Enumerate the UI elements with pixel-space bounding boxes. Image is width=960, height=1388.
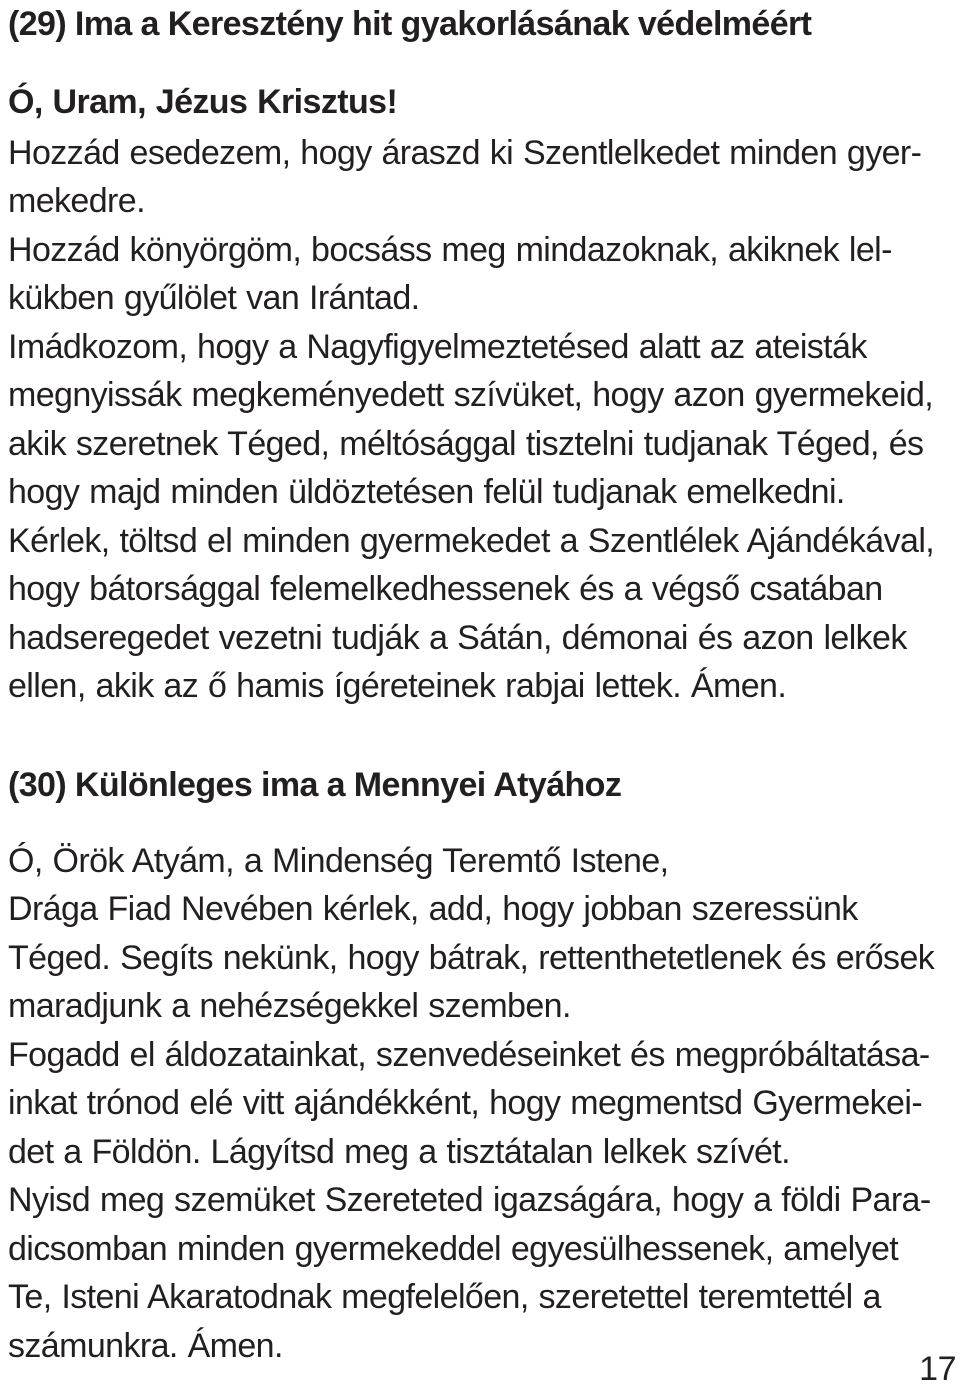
text-line: Imádkozom, hogy a Nagyfigyelmeztetésed alatt az ateisták bbox=[8, 327, 867, 366]
text-line: Hozzád könyörgöm, bocsáss meg mindazoknak, akiknek lel- bbox=[8, 230, 892, 269]
section-29-paragraph-4 bbox=[8, 517, 946, 711]
text-line: Téged. Segíts nekünk, hogy bátrak, rettenthetetlenek és erősek bbox=[8, 938, 935, 977]
section-29-paragraph-1 bbox=[8, 129, 946, 226]
section-30-body bbox=[8, 837, 946, 1371]
text-line: hadseregedet vezetni tudják a Sátán, démonai és azon lelkek bbox=[8, 618, 907, 657]
section-29-paragraph-3 bbox=[8, 323, 946, 517]
text-line: hogy majd minden üldöztetésen felül tudjanak emelkedni. bbox=[8, 473, 845, 511]
page-number: 17 bbox=[919, 1350, 956, 1388]
text-line: Hozzád esedezem, hogy áraszd ki Szentlelkedet minden gyer- bbox=[8, 133, 922, 172]
text-line: maradjunk a nehézségekkel szemben. bbox=[8, 987, 571, 1025]
section-29-heading: (29) Ima a Keresztény hit gyakorlásának védelméért bbox=[8, 5, 812, 43]
text-line: Drága Fiad Nevében kérlek, add, hogy jobban szeressünk bbox=[8, 890, 858, 928]
text-line: Kérlek, töltsd el minden gyermekedet a Szentlélek Ajándékával, bbox=[8, 521, 935, 560]
text-line: inkat trónod elé vitt ajándékként, hogy megmentsd Gyermekei- bbox=[8, 1084, 923, 1122]
text-line: Te, Isteni Akaratodnak megfelelően, szeretettel teremtettél a bbox=[8, 1278, 881, 1316]
text-line: akik szeretnek Téged, méltósággal tisztelni tudjanak Téged, és bbox=[8, 424, 924, 463]
text-line: megnyissák megkeményedett szívüket, hogy azon gyermekeid, bbox=[8, 376, 934, 414]
section-30-paragraph-1 bbox=[8, 837, 946, 886]
text-line: mekedre. bbox=[8, 182, 145, 220]
prayer-page bbox=[8, 0, 946, 1370]
section-30-paragraph-3 bbox=[8, 1031, 946, 1177]
text-line: dicsomban minden gyermekeddel egyesülhessenek, amelyet bbox=[8, 1229, 899, 1268]
text-line: Nyisd meg szemüket Szereteted igazságára, hogy a földi Para- bbox=[8, 1181, 931, 1219]
section-29-opening-line: Ó, Uram, Jézus Krisztus! bbox=[8, 83, 398, 121]
text-line: számunkra. Ámen. bbox=[8, 1326, 283, 1365]
text-line: hogy bátorsággal felemelkedhessenek és a végső csatában bbox=[8, 570, 883, 608]
text-line: det a Földön. Lágyítsd meg a tisztátalan lelkek szívét. bbox=[8, 1132, 790, 1171]
section-30-paragraph-2 bbox=[8, 885, 946, 1031]
text-line: kükben gyűlölet van Irántad. bbox=[8, 279, 420, 317]
text-line: ellen, akik az ő hamis ígéreteinek rabjai lettek. Ámen. bbox=[8, 667, 787, 705]
section-30-heading: (30) Különleges ima a Mennyei Atyához bbox=[8, 765, 622, 804]
section-29-body bbox=[8, 129, 946, 711]
text-line: Ó, Örök Atyám, a Mindenség Teremtő Istene, bbox=[8, 841, 669, 880]
text-line: Fogadd el áldozatainkat, szenvedéseinket és megpróbáltatása- bbox=[8, 1035, 930, 1074]
section-30-paragraph-4 bbox=[8, 1176, 946, 1370]
section-29-paragraph-2 bbox=[8, 226, 946, 323]
